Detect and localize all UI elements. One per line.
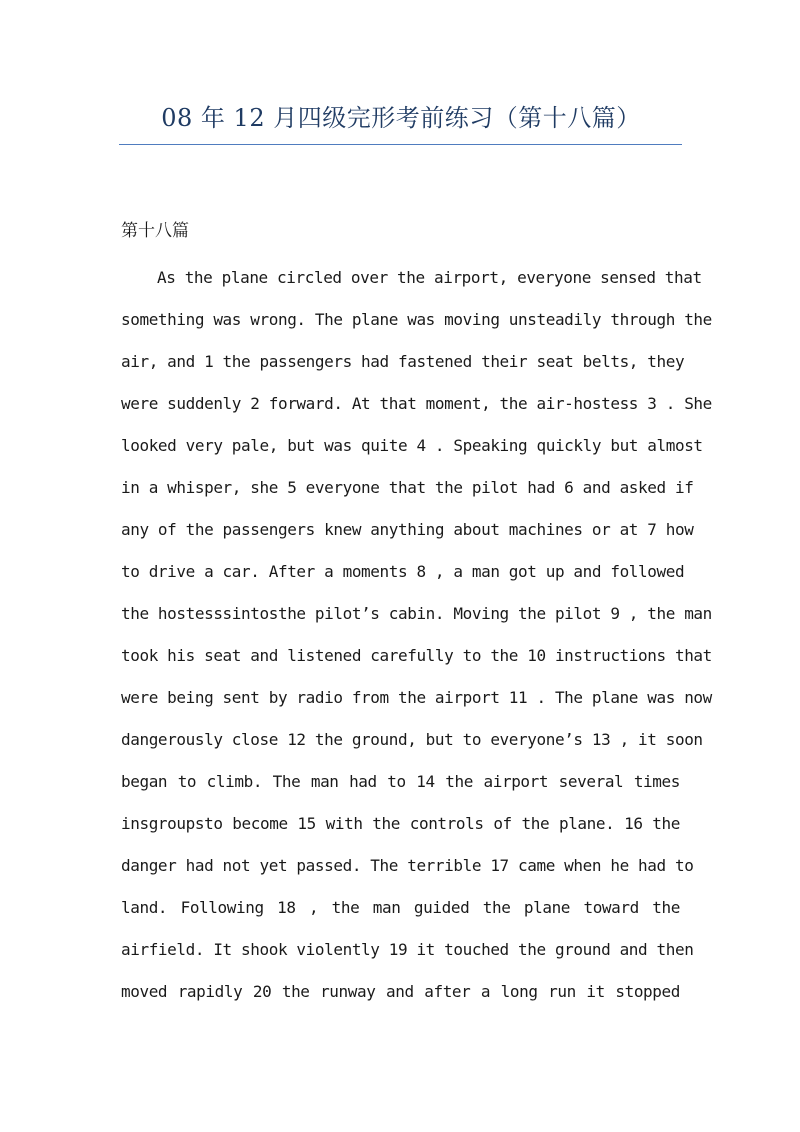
passage-line: any of the passengers knew anything about machines or at 7 how (121, 520, 694, 539)
passage-line: insgroupsto become 15 with the controls of the plane. 16 the (121, 814, 680, 833)
passage-line: something was wrong. The plane was moving unsteadily through the (121, 310, 712, 329)
section-label: 第十八篇 (121, 221, 189, 241)
passage-line: As the plane circled over the airport, everyone sensed that (157, 268, 702, 287)
title-underline (119, 144, 682, 145)
passage-body (121, 257, 712, 1013)
passage-line: air, and 1 the passengers had fastened their seat belts, they (121, 352, 685, 371)
document-title: 08 年 12 月四级完形考前练习（第十八篇） (161, 104, 641, 132)
passage-line: danger had not yet passed. The terrible 17 came when he had to (121, 856, 694, 875)
passage-line: moved rapidly 20 the runway and after a long run it stopped (121, 982, 680, 1001)
passage-line: to drive a car. After a moments 8 , a man got up and followed (121, 562, 685, 581)
passage-line: were being sent by radio from the airport 11 . The plane was now (121, 688, 712, 707)
passage-line: the hostesssintosthe pilot’s cabin. Moving the pilot 9 , the man (121, 604, 712, 623)
passage-line: airfield. It shook violently 19 it touched the ground and then (121, 940, 694, 959)
passage-line: were suddenly 2 forward. At that moment, the air-hostess 3 . She (121, 394, 712, 413)
passage-line: took his seat and listened carefully to the 10 instructions that (121, 646, 712, 665)
passage-line: began to climb. The man had to 14 the airport several times (121, 772, 680, 791)
passage-line: looked very pale, but was quite 4 . Speaking quickly but almost (121, 436, 703, 455)
passage-line: in a whisper, she 5 everyone that the pilot had 6 and asked if (121, 478, 694, 497)
passage-line: dangerously close 12 the ground, but to everyone’s 13 , it soon (121, 730, 703, 749)
passage-line: land. Following 18 , the man guided the plane toward the (121, 898, 680, 917)
